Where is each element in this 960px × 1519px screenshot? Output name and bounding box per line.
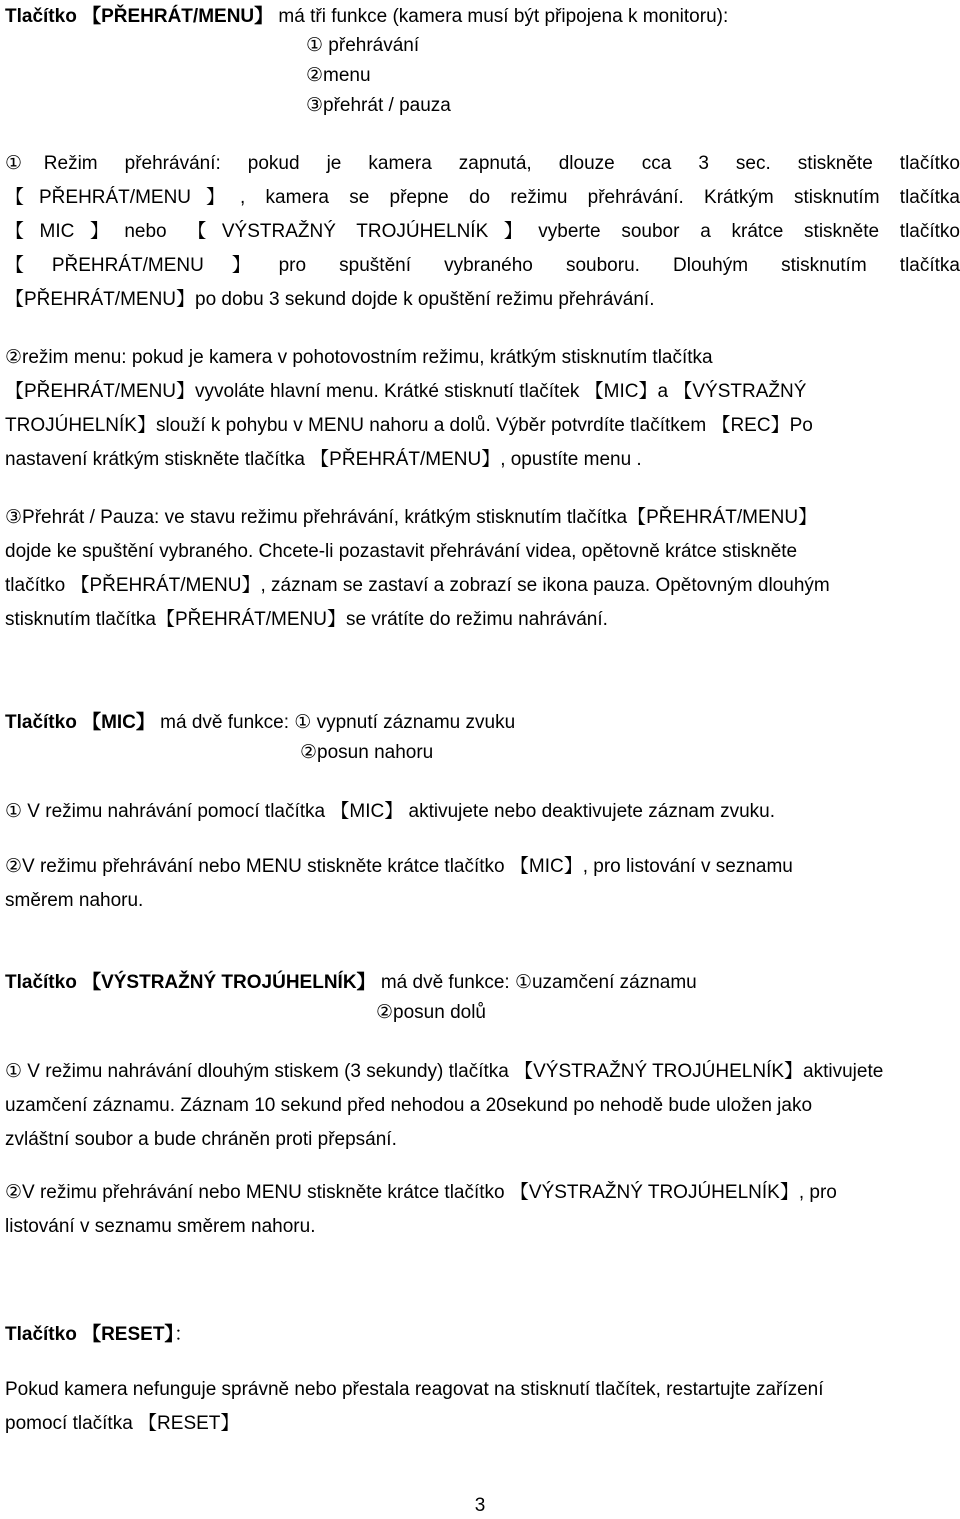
paragraph-line: nastavení krátkým stiskněte tlačítka 【PŘEHRÁT/MENU】, opustíte menu . [5, 449, 642, 470]
paragraph-line: tlačítko 【PŘEHRÁT/MENU】, záznam se zastaví a zobrazí se ikona pauza. Opětovným dlouhým [5, 575, 830, 596]
paragraph-line: stisknutím tlačítka【PŘEHRÁT/MENU】se vrátíte do režimu nahrávání. [5, 609, 608, 630]
play-menu-item-menu: ②menu [306, 65, 371, 86]
paragraph-line: 【PŘEHRÁT/MENU】vyvoláte hlavní menu. Krátké stisknutí tlačítek 【MIC】a 【VÝSTRAŽNÝ [5, 381, 807, 402]
mic-scroll-paragraph [5, 850, 960, 918]
paragraph-line: dojde ke spuštění vybraného. Chcete-li pozastavit přehrávání videa, opětovně krátce stiskněte [5, 541, 798, 562]
reset-header-label: Tlačítko 【RESET】 [5, 1324, 174, 1345]
paragraph-line: Pokud kamera nefunguje správně nebo přestala reagovat na stisknutí tlačítek, restartujte zařízení [5, 1379, 824, 1400]
paragraph-line: směrem nahoru. [5, 890, 144, 911]
play-menu-header-label: Tlačítko 【PŘEHRÁT/MENU】 [5, 6, 274, 27]
warning-header-label: Tlačítko 【VÝSTRAŽNÝ TROJÚHELNÍK】 [5, 972, 376, 993]
paragraph-line: ②V režimu přehrávání nebo MENU stiskněte krátce tlačítko 【VÝSTRAŽNÝ TROJÚHELNÍK】, pro [5, 1182, 837, 1203]
paragraph-line: 【MIC】nebo 【VÝSTRAŽNÝ TROJÚHELNÍK】vyberte soubor a krátce stiskněte tlačítko [5, 221, 960, 242]
paragraph-line: ① V režimu nahrávání pomocí tlačítka 【MIC】 aktivujete nebo deaktivujete záznam zvuku. [5, 801, 775, 822]
paragraph-line: 【PŘEHRÁT/MENU】, kamera se přepne do režimu přehrávání. Krátkým stisknutím tlačítka [5, 187, 960, 208]
paragraph-line: ②režim menu: pokud je kamera v pohotovostním režimu, krátkým stisknutím tlačítka [5, 347, 713, 368]
mic-item-scroll-up: ②posun nahoru [300, 742, 434, 763]
paragraph-line: ③Přehrát / Pauza: ve stavu režimu přehrávání, krátkým stisknutím tlačítka【PŘEHRÁT/MENU】 [5, 507, 818, 528]
paragraph-line: uzamčení záznamu. Záznam 10 sekund před nehodou a 20sekund po nehodě bude uložen jako [5, 1095, 813, 1116]
play-mode-paragraph [5, 147, 960, 317]
paragraph-line: zvláštní soubor a bude chráněn proti přepsání. [5, 1129, 397, 1150]
warning-item-scroll-down: ②posun dolů [376, 1002, 487, 1023]
warning-header [5, 966, 960, 1000]
paragraph-line: ②V režimu přehrávání nebo MENU stiskněte krátce tlačítko 【MIC】, pro listování v seznamu [5, 856, 793, 877]
paragraph-line: 【PŘEHRÁT/MENU】pro spuštění vybraného souboru. Dlouhým stisknutím tlačítka [5, 255, 960, 276]
reset-paragraph [5, 1373, 960, 1441]
mic-header [5, 706, 960, 740]
play-menu-header-rest: má tři funkce (kamera musí být připojena k monitoru): [273, 6, 729, 27]
menu-mode-paragraph [5, 341, 960, 477]
warning-header-rest: má dvě funkce: ①uzamčení záznamu [375, 972, 697, 993]
paragraph-line: listování v seznamu směrem nahoru. [5, 1216, 316, 1237]
play-menu-item-playback: ① přehrávání [306, 35, 420, 56]
paragraph-line: pomocí tlačítka 【RESET】 [5, 1413, 240, 1434]
paragraph-line: ①Režim přehrávání: pokud je kamera zapnutá, dlouze cca 3 sec. stiskněte tlačítko [5, 153, 960, 174]
warning-scroll-paragraph [5, 1176, 960, 1244]
paragraph-line: ① V režimu nahrávání dlouhým stiskem (3 sekundy) tlačítka 【VÝSTRAŽNÝ TROJÚHELNÍK】aktivujete [5, 1061, 884, 1082]
reset-header-rest: ： [173, 1324, 193, 1345]
mic-record-paragraph [5, 795, 960, 829]
paragraph-line: 【PŘEHRÁT/MENU】po dobu 3 sekund dojde k opuštění režimu přehrávání. [5, 289, 655, 310]
play-pause-paragraph [5, 501, 960, 637]
reset-header [5, 1318, 960, 1352]
warning-lock-paragraph [5, 1055, 960, 1157]
play-menu-item-play-pause: ③přehrát / pauza [306, 95, 451, 116]
mic-header-label: Tlačítko 【MIC】 [5, 712, 155, 733]
paragraph-line: TROJÚHELNÍK】slouží k pohybu v MENU nahoru a dolů. Výběr potvrdíte tlačítkem 【REC】Po [5, 415, 813, 436]
page-number: 3 [474, 1495, 486, 1516]
play-menu-header [5, 0, 960, 34]
mic-header-rest: má dvě funkce: ① vypnutí záznamu zvuku [154, 712, 516, 733]
